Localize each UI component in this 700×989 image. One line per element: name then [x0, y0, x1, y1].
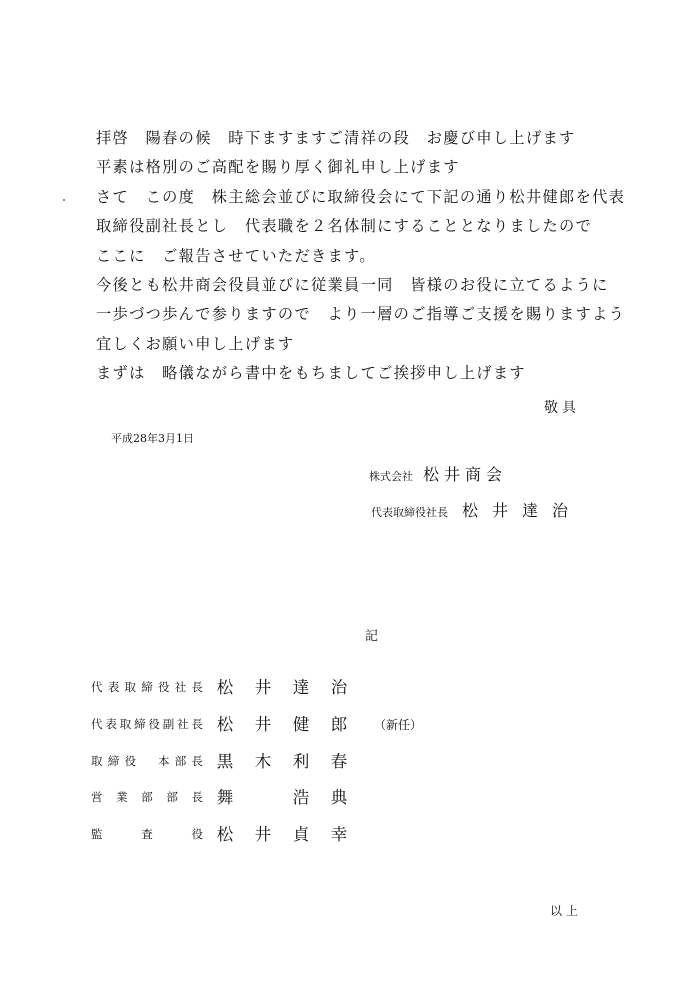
name-char: 松	[216, 825, 234, 845]
body-line: 今後とも松井商会役員並びに従業員一同 皆様のお役に立てるように	[96, 275, 609, 294]
officer-title: 営業部部長	[91, 790, 203, 805]
scan-speck	[63, 199, 65, 201]
roster-row	[91, 780, 551, 817]
officer-note: （新任）	[374, 717, 423, 732]
roster-row	[91, 744, 551, 781]
officer-title: 代表取締役社長	[91, 680, 203, 694]
officer-name	[215, 821, 349, 845]
end-mark: 以上	[550, 904, 583, 918]
notice-heading: 記	[365, 629, 379, 644]
name-char: 春	[330, 751, 348, 771]
officer-name	[215, 784, 349, 808]
body-line: 宜しくお願い申し上げます	[96, 334, 295, 353]
body-line: さて この度 株主総会並びに取締役会にて下記の通り松井健郎を代表	[96, 187, 626, 206]
name-char: 達	[292, 678, 310, 697]
closing-keigu: 敬具	[544, 400, 580, 416]
body-line: 取締役副社長とし 代表職を２名体制にすることとなりましたので	[96, 217, 593, 236]
officer-name	[215, 674, 349, 698]
sender-company	[369, 462, 507, 485]
name-char: 健	[292, 714, 310, 734]
letter-date: 平成28年3月1日	[111, 432, 194, 445]
body-line: 拝啓 陽春の候 時下ますますご清祥の段 お慶び申し上げます	[96, 129, 576, 147]
name-char: 典	[330, 788, 348, 808]
officer-title: 監査役	[91, 827, 203, 842]
officer-name	[215, 748, 349, 772]
officer-title: 代表取締役副社長	[91, 716, 203, 731]
name-char: 貞	[292, 825, 310, 845]
sender-representative	[371, 498, 582, 521]
name-char: 治	[330, 678, 348, 697]
officer-name	[215, 711, 349, 735]
name-char	[253, 784, 273, 808]
roster-row	[91, 707, 551, 744]
name-char: 利	[292, 751, 310, 771]
name-char: 舞	[216, 788, 234, 808]
body-line: 平素は格別のご高配を賜り厚く御礼申し上げます	[96, 158, 460, 177]
body-line: ここに ご報告させていただきます。	[96, 246, 376, 265]
body-line: 一歩づつ歩んで参りますので より一層のご指導ご支援を賜りますよう	[96, 305, 626, 324]
name-char: 郎	[330, 714, 348, 734]
name-char: 井	[254, 714, 272, 734]
roster-row	[91, 670, 551, 707]
name-char: 井	[254, 825, 272, 845]
body-line: まずは 略儀ながら書中をもちましてご挨拶申し上げます	[96, 364, 526, 383]
letter-body	[96, 124, 626, 389]
name-char: 松	[216, 714, 234, 734]
name-char: 木	[254, 751, 272, 771]
rep-title: 代表取締役社長	[371, 506, 448, 519]
company-type: 株式会社	[369, 470, 413, 483]
name-char: 黒	[216, 751, 234, 771]
name-char: 井	[254, 678, 272, 697]
rep-name: 松井達治	[462, 501, 583, 520]
officer-title: 取締役 本部長	[91, 753, 203, 768]
name-char: 松	[216, 678, 234, 697]
name-char: 浩	[292, 788, 310, 808]
company-name: 松井商会	[423, 465, 508, 484]
name-char: 幸	[330, 825, 348, 845]
officer-roster	[91, 670, 551, 854]
roster-row	[91, 817, 551, 854]
